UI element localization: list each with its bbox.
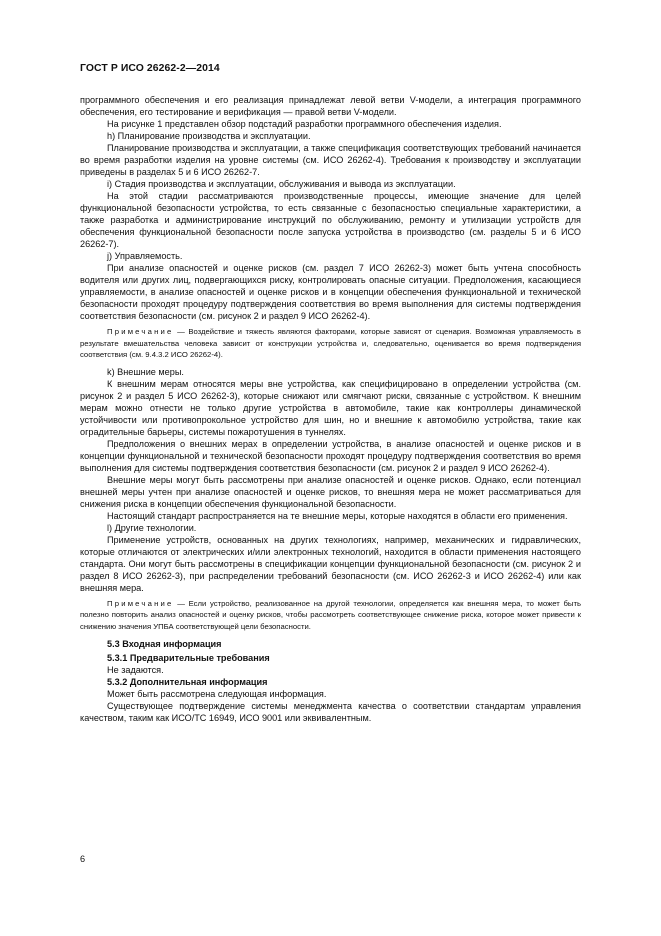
note-1 [80, 326, 581, 361]
list-item-l: l) Другие технологии. [107, 522, 197, 533]
list-item-h: h) Планирование производства и эксплуатации. [107, 131, 311, 141]
document-header-title: ГОСТ Р ИСО 26262-2—2014 [80, 63, 220, 74]
paragraph: На рисунке 1 представлен обзор подстадий разработки программного обеспечения изделия. [107, 119, 502, 129]
paragraph: Предположения о внешних мерах в определении устройства, в анализе опасностей и оценке рисков и в концепции функциональной и технической безопасности проходят процедуру подтверждения соответствия во время выполнения для системы подтверждения соответствия безопасности (см. рисунок 2 и раздел 9 ИСО 26262-4). [80, 438, 581, 473]
section-heading-5-3: 5.3 Входная информация [107, 639, 222, 649]
note-text: — Если устройство, реализованное на другой технологии, определяется как внешняя мера, то может быть полезно повторить анализ опасностей и оценку рисков, чтобы рассмотреть соответствующее снижение риска, которое может привести к снижению значения УПБА соответствующей цели безопасности. [80, 598, 581, 631]
paragraph: К внешним мерам относятся меры вне устройства, как специфицировано в определении устройства (см. рисунок 2 и раздел 5 ИСО 26262-3), которые снижают или смягчают риски, связанные с устройством. К внешним мерам можно отнести не только другие устройства в автомобиле, такие как контроллеры динамической устойчивости или противопрокольное устройство для шин, но и внешние к автомобилю устройства, такие как оградительные барьеры, системы пожаротушения в туннелях. [80, 378, 581, 437]
section-heading-5-3-1: 5.3.1 Предварительные требования [107, 653, 270, 663]
paragraph: Внешние меры могут быть рассмотрены при анализе опасностей и оценке рисков. Однако, если потенциал внешней меры учтен при анализе опасностей и оценке рисков, то внешняя мера не может рассматриваться для снижения риска в концепции обеспечения функциональной безопасности. [80, 474, 581, 509]
list-item-k: k) Внешние меры. [107, 366, 184, 377]
note-2 [80, 598, 581, 633]
paragraph: Настоящий стандарт распространяется на те внешние меры, которые находятся в области его применения. [107, 510, 568, 521]
paragraph: Может быть рассмотрена следующая информация. [107, 689, 327, 699]
paragraph: Не задаются. [107, 665, 164, 675]
paragraph: Планирование производства и эксплуатации, а также спецификация соответствующих требований начинается во время разработки изделия на уровне системы (см. ИСО 26262-4). Требования к производству и эксплуатации приведены в разделах 5 и 6 ИСО 26262-7. [80, 143, 581, 177]
paragraph: При анализе опасностей и оценке рисков (см. раздел 7 ИСО 26262-3) может быть учтена способность водителя или других лиц, подвергающихся риску, контролировать опасные ситуации. Предположения, касающиеся управляемости, в анализе опасностей и оценке рисков и в концепции обеспечения функциональной и технической безопасности проходят процедуру подтверждения соответствия во время выполнения для системы подтверждения соответствия безопасности (см. рисунок 2 и раздел 9 ИСО 26262-4). [80, 263, 581, 321]
list-item-i: i) Стадия производства и эксплуатации, обслуживания и вывода из эксплуатации. [107, 179, 456, 189]
paragraph: Применение устройств, основанных на других технологиях, например, механических и гидравлических, которые отличаются от электрических и/или электронных технологий, находится в области применения настоящего стандарта. Они могут быть рассмотрены в спецификации концепции функциональной безопасности (см. рисунок 2 и раздел 8 ИСО 26262-3), при распределении требований безопасности (см. ИСО 26262-3 и ИСО 26262-4) или как внешняя мера. [80, 534, 581, 593]
section-heading-5-3-2: 5.3.2 Дополнительная информация [107, 677, 268, 687]
note-text: — Воздействие и тяжесть являются факторами, которые зависят от сценария. Возможная управляемость в результате вмешательства человека зависит от конструкции устройства и, следовательно, оценивается во время подтверждения соответствия (см. 9.4.3.2 ИСО 26262-4). [80, 327, 581, 359]
document-body [80, 94, 581, 724]
note-label: Примечание [107, 327, 174, 336]
paragraph: программного обеспечения и его реализация принадлежат левой ветви V-модели, а интеграция программного обеспечения, его тестирование и верификация — правой ветви V-модели. [80, 95, 581, 117]
paragraph: Существующее подтверждение системы менеджмента качества о соответствии стандартам управления качеством, таким как ИСО/ТС 16949, ИСО 9001 или эквивалентным. [80, 701, 581, 723]
paragraph: На этой стадии рассматриваются производственные процессы, имеющие значение для целей функциональной безопасности устройства, то есть связанные с безопасностью специальные характеристики, а также разработка и администрирование инструкций по обслуживанию, ремонту и утилизации устройств для обеспечения функциональной безопасности после запуска устройства в производство (см. разделы 5 и 6 ИСО 26262-7). [80, 191, 581, 249]
page-number: 6 [80, 854, 86, 864]
list-item-j: j) Управляемость. [107, 251, 183, 261]
note-label: Примечание [107, 598, 174, 608]
